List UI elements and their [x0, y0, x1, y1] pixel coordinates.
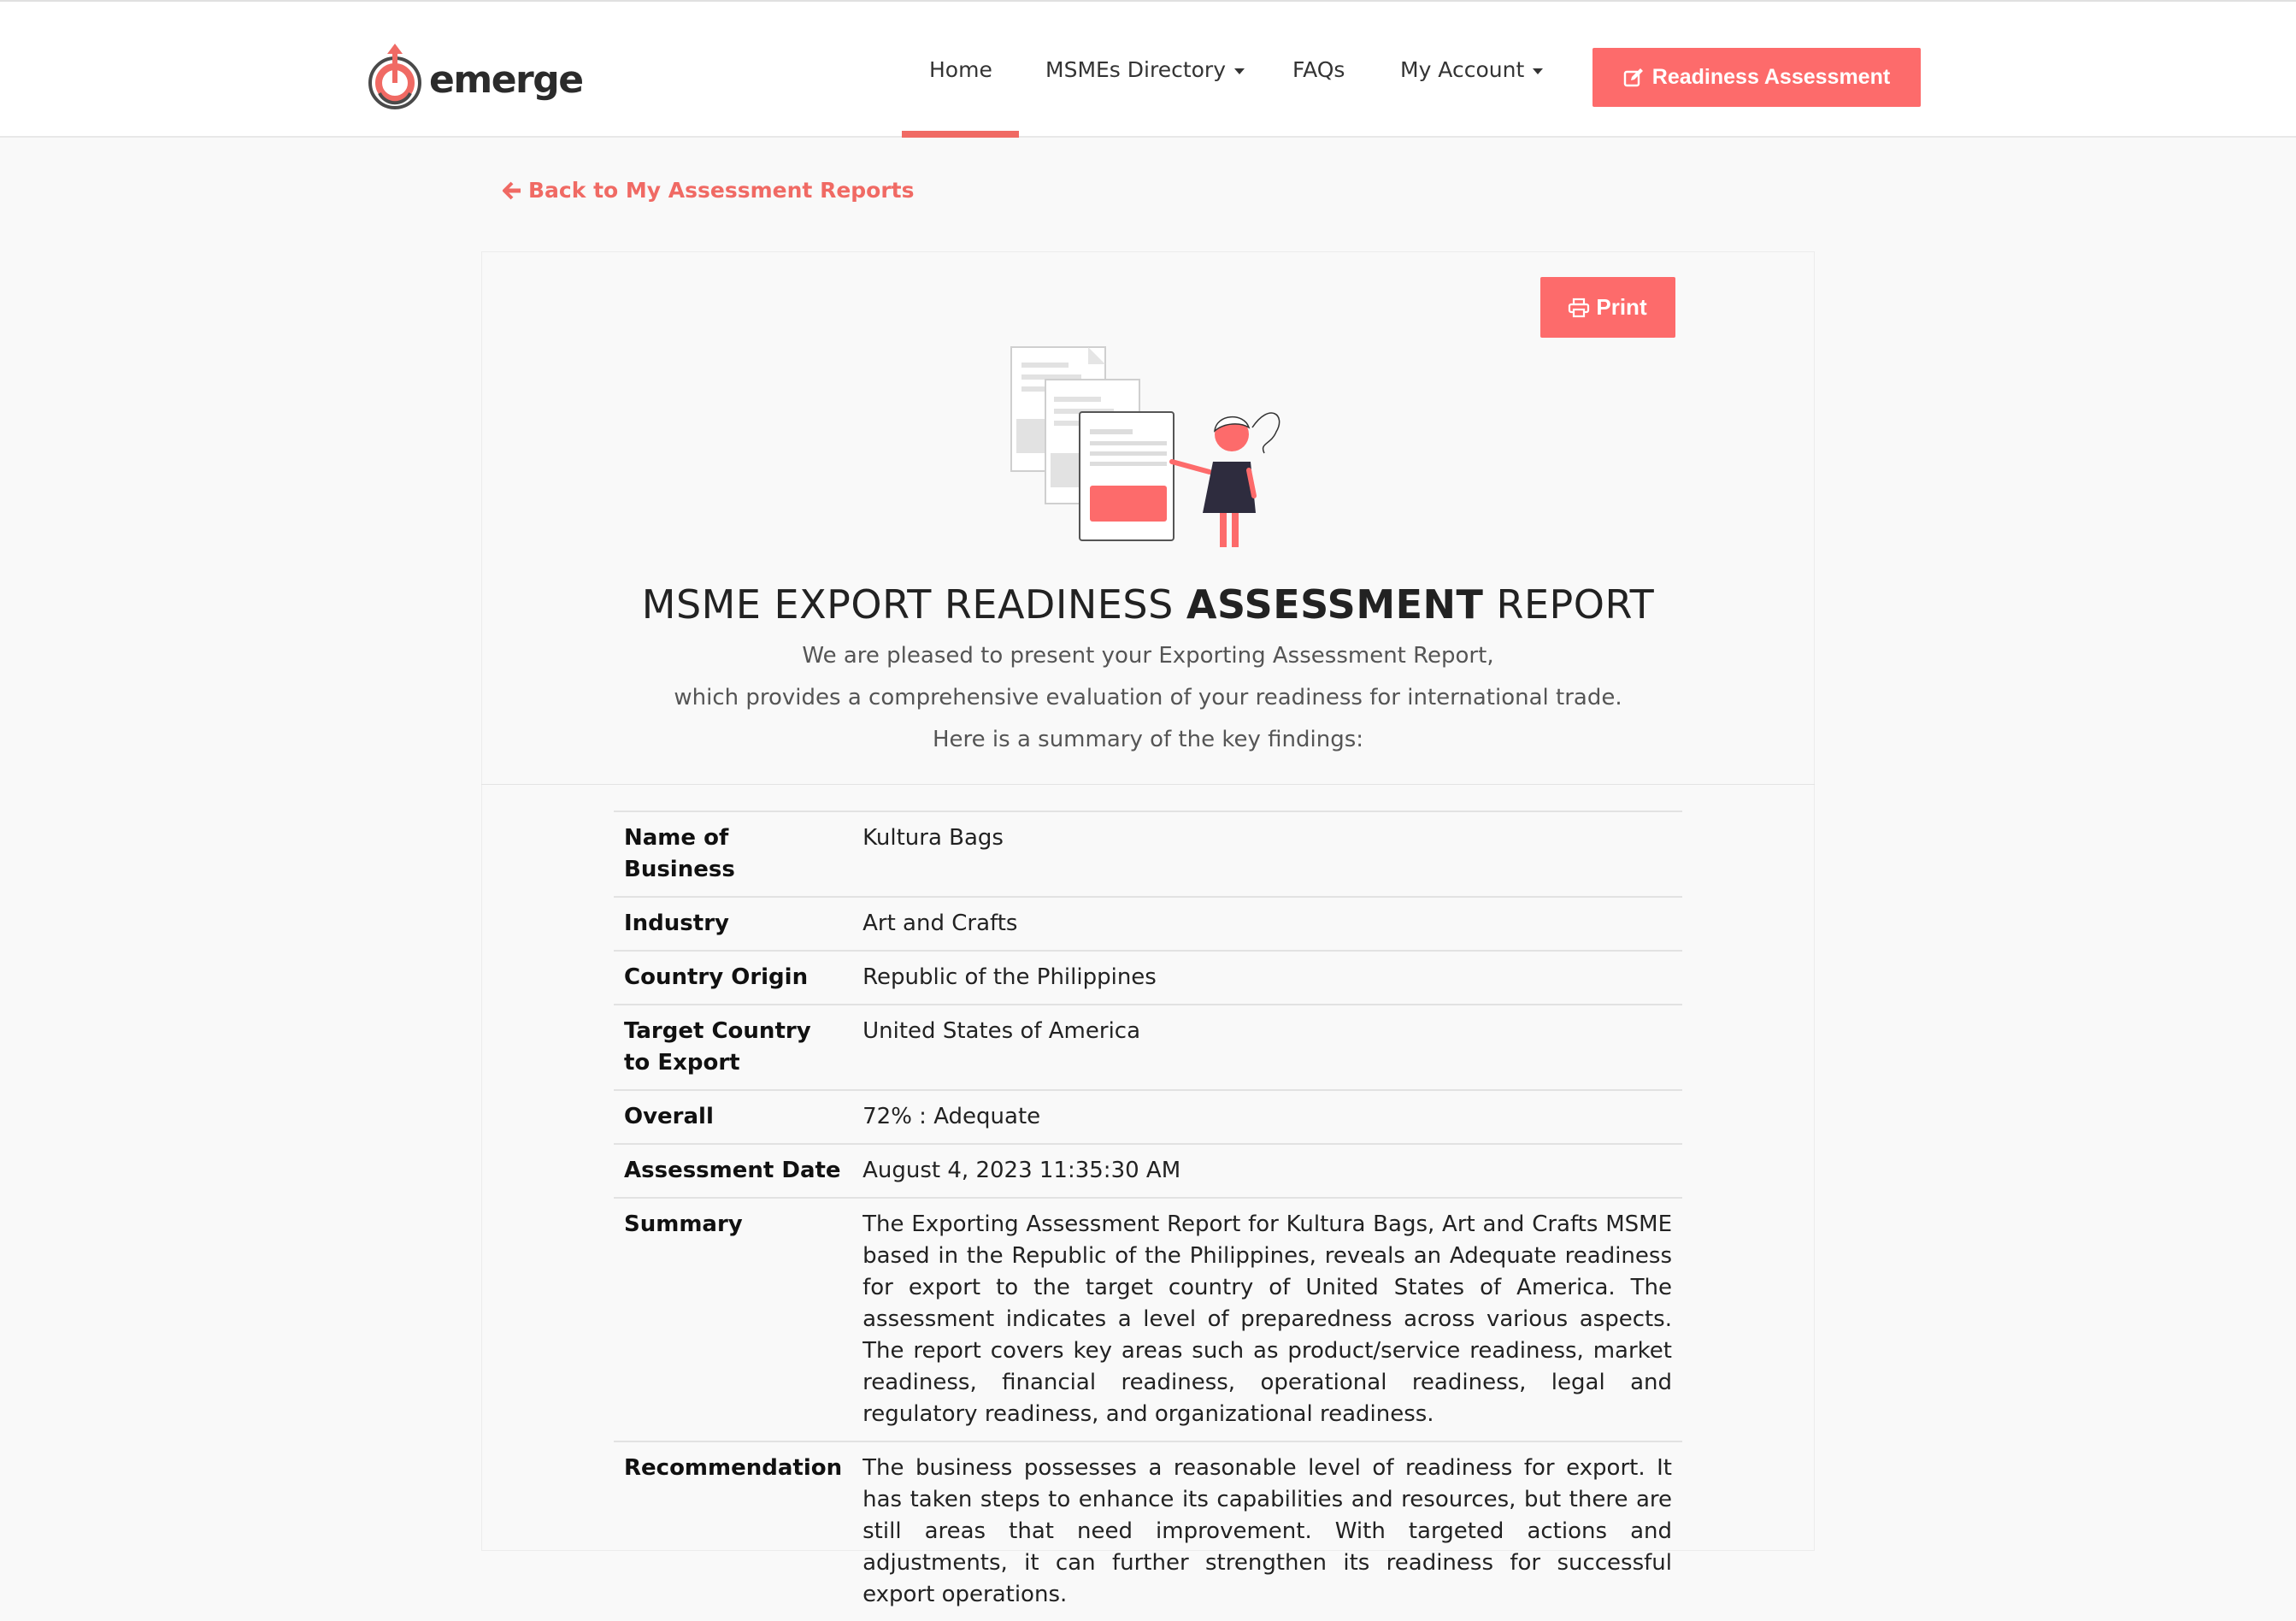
- table-row: [614, 951, 1682, 1005]
- row-value: Art and Crafts: [852, 897, 1682, 951]
- print-icon: [1569, 298, 1589, 317]
- intro-line-3: Here is a summary of the key findings:: [932, 727, 1364, 752]
- row-value: 72% : Adequate: [852, 1090, 1682, 1144]
- caret-down-icon: [1234, 68, 1245, 74]
- row-label: Industry: [614, 897, 852, 951]
- row-label: Recommendation: [614, 1441, 852, 1621]
- intro-line-2: which provides a comprehensive evaluation of your readiness for international trade.: [674, 685, 1622, 710]
- print-button[interactable]: [1540, 277, 1675, 338]
- title-part-bold: ASSESSMENT: [1186, 581, 1484, 628]
- row-value: The Exporting Assessment Report for Kultura Bags, Art and Crafts MSME based in the Republic of the Philippines, reveals an Adequate readiness for export to the target country of United States of America. The assessment indicates a level of preparedness across various aspects. The report covers key areas such as product/service readiness, market readiness, financial readiness, operational readiness, legal and regulatory readiness, and organizational readiness.: [852, 1198, 1682, 1441]
- nav-faqs[interactable]: FAQs: [1292, 57, 1345, 82]
- print-label: Print: [1596, 294, 1647, 320]
- row-value: August 4, 2023 11:35:30 AM: [852, 1144, 1682, 1198]
- table-row: [614, 1090, 1682, 1144]
- title-part-2: REPORT: [1483, 581, 1655, 628]
- table-row: [614, 897, 1682, 951]
- table-row: [614, 1005, 1682, 1090]
- row-label: Country Origin: [614, 951, 852, 1005]
- row-value: Kultura Bags: [852, 811, 1682, 897]
- row-label: Target Country to Export: [614, 1005, 852, 1090]
- nav-my-account[interactable]: [1400, 36, 1543, 104]
- nav-my-account-label: My Account: [1400, 57, 1525, 82]
- table-row: [614, 1198, 1682, 1441]
- arrow-left-icon: [503, 181, 521, 200]
- nav-msmes-directory[interactable]: [1045, 36, 1245, 104]
- row-label: Summary: [614, 1198, 852, 1441]
- row-label: Assessment Date: [614, 1144, 852, 1198]
- nav-msmes-directory-label: MSMEs Directory: [1045, 57, 1226, 82]
- top-navbar: [0, 0, 2296, 138]
- brand-logo[interactable]: [366, 39, 583, 115]
- emerge-logo-icon: [366, 40, 426, 114]
- table-row: [614, 811, 1682, 897]
- row-label: Name of Business: [614, 811, 852, 897]
- back-to-reports-link[interactable]: [503, 178, 915, 203]
- table-row: [614, 1144, 1682, 1198]
- readiness-assessment-label: Readiness Assessment: [1651, 65, 1891, 89]
- report-illustration: [1004, 342, 1295, 564]
- row-value: The business possesses a reasonable level of readiness for export. It has taken steps to enhance its capabilities and resources, but there are still areas that need improvement. With targeted actions and adjustments, it can further strengthen its readiness for successful export operations.: [852, 1441, 1682, 1621]
- table-row: [614, 1441, 1682, 1621]
- brand-name: emerge: [429, 57, 583, 102]
- row-value: United States of America: [852, 1005, 1682, 1090]
- caret-down-icon: [1533, 68, 1543, 74]
- report-summary-table: [614, 810, 1682, 1621]
- edit-icon: [1623, 68, 1644, 88]
- readiness-assessment-button[interactable]: [1592, 48, 1921, 107]
- intro-line-1: We are pleased to present your Exporting Assessment Report,: [802, 643, 1494, 669]
- divider: [481, 784, 1815, 785]
- nav-home[interactable]: Home: [929, 57, 992, 82]
- nav-active-indicator: [902, 131, 1019, 138]
- row-value: Republic of the Philippines: [852, 951, 1682, 1005]
- back-to-reports-label: Back to My Assessment Reports: [528, 178, 915, 203]
- report-title: [481, 581, 1815, 628]
- row-label: Overall: [614, 1090, 852, 1144]
- title-part-1: MSME EXPORT READINESS: [641, 581, 1186, 628]
